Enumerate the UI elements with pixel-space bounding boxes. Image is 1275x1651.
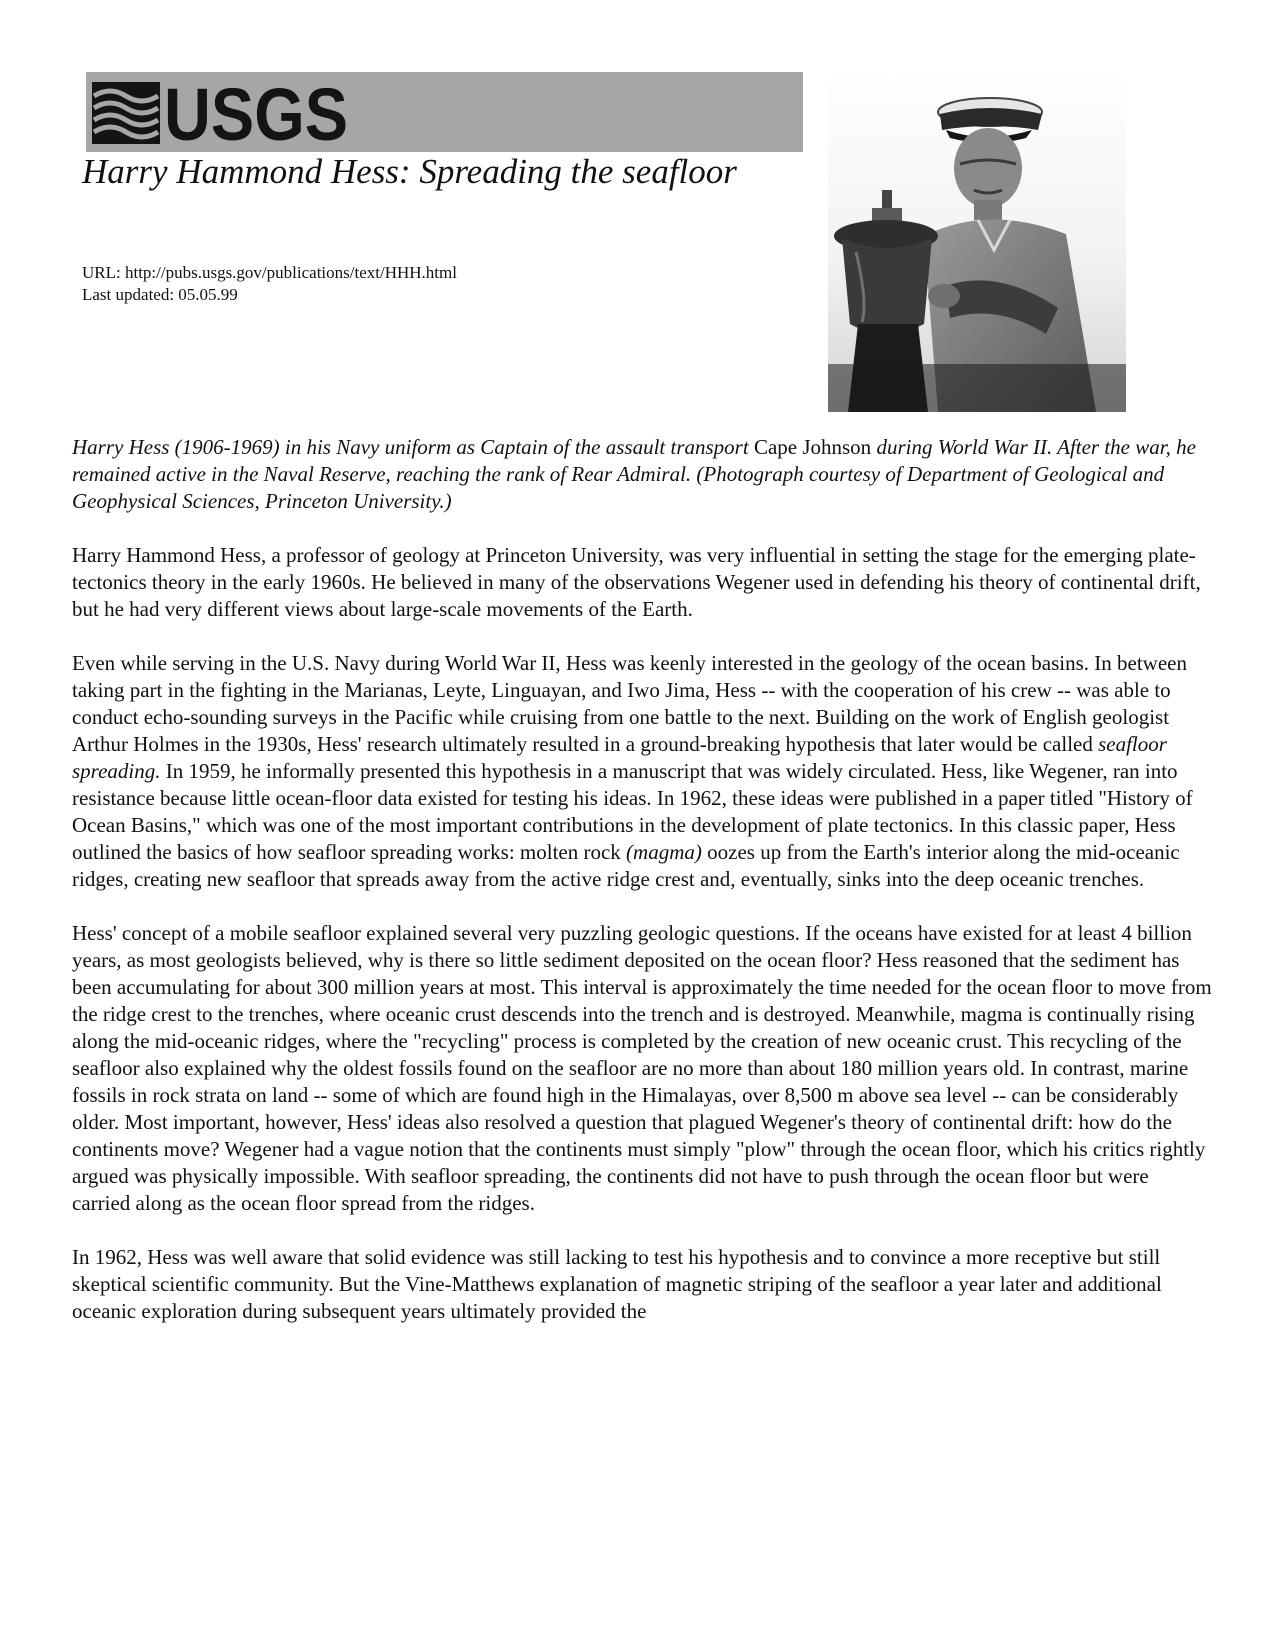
- usgs-logo-text: USGS: [164, 73, 348, 156]
- paragraph-2: [72, 650, 1212, 893]
- caption-text-part1: Harry Hess (1906-1969) in his Navy uniform as Captain of the assault transport: [72, 435, 754, 459]
- paragraph-1: Harry Hammond Hess, a professor of geology at Princeton University, was very influential in setting the stage for the emerging plate-tectonics theory in the early 1960s. He believed in many of the observations Wegener used in defending his theory of continental drift, but he had very different views about large-scale movements of the Earth.: [72, 543, 1201, 621]
- caption-text-part2: during World War II. After the war, he remained active in the Naval Reserve, reaching the rank of Rear Admiral. (Photograph courtesy of Department of Geological and Geophysical Sciences, Princeton University.): [72, 435, 1196, 513]
- paragraph-2-text-b: In 1959, he informally presented this hypothesis in a manuscript that was widely circulated. Hess, like Wegener, ran into resistance because little ocean-floor data existed for testing his ideas. In 1962, these ideas were published in a paper titled "History of Ocean Basins," which was one of the most important contributions in the development of plate tectonics. In this classic paper, Hess outlined the basics of how seafloor spreading works: molten rock: [72, 759, 1193, 864]
- paragraph-2-text-a: Even while serving in the U.S. Navy during World War II, Hess was keenly interested in the geology of the ocean basins. In between taking part in the fighting in the Marianas, Leyte, Linguayan, and Iwo Jima, Hess -- with the cooperation of his crew -- was able to conduct echo-sounding surveys in the Pacific while cruising from one battle to the next. Building on the work of English geologist Arthur Holmes in the 1930s, Hess' research ultimately resulted in a ground-breaking hypothesis that later would be called: [72, 651, 1187, 756]
- term-magma: (magma): [626, 840, 702, 864]
- paragraph-4: In 1962, Hess was well aware that solid evidence was still lacking to test his hypothesis and to convince a more receptive but still skeptical scientific community. But the Vine-Matthews explanation of magnetic striping of the seafloor a year later and additional oceanic exploration during subsequent years ultimately provided the: [72, 1245, 1162, 1323]
- paragraph-3: Hess' concept of a mobile seafloor explained several very puzzling geologic questions. If the oceans have existed for at least 4 billion years, as most geologists believed, why is there so little sediment deposited on the ocean floor? Hess reasoned that the sediment has been accumulating for about 300 million years at most. This interval is approximately the time needed for the ocean floor to move from the ridge crest to the trenches, where oceanic crust descends into the trench and is destroyed. Meanwhile, magma is continually rising along the mid-oceanic ridges, where the "recycling" process is completed by the creation of new oceanic crust. This recycling of the seafloor also explained why the oldest fossils found on the seafloor are no more than about 180 million years old. In contrast, marine fossils in rock strata on land -- some of which are found high in the Himalayas, over 8,500 m above sea level -- can be considerably older. Most important, however, Hess' ideas also resolved a question that plagued Wegener's theory of continental drift: how do the continents move? Wegener had a vague notion that the continents must simply "plow" through the ocean floor, which his critics rightly argued was physically impossible. With seafloor spreading, the continents did not have to push through the ocean floor but were carried along as the ocean floor spread from the ridges.: [72, 921, 1212, 1215]
- usgs-header-bar: [86, 72, 803, 156]
- last-updated-line: Last updated: 05.05.99: [82, 285, 238, 304]
- usgs-wave-mark-icon: [92, 82, 160, 144]
- caption-ship-name: Cape Johnson: [753, 435, 872, 459]
- page-meta: [82, 262, 457, 306]
- article-body: [72, 434, 1212, 1352]
- photo-caption: [72, 434, 1212, 515]
- usgs-logo: [92, 73, 352, 156]
- paragraph-2-text-c: oozes up from the Earth's interior along the mid-oceanic ridges, creating new seafloor that spreads away from the active ridge crest and, eventually, sinks into the deep oceanic trenches.: [72, 840, 1180, 891]
- term-seafloor-spreading: seafloor spreading.: [72, 732, 1167, 783]
- url-line: URL: http://pubs.usgs.gov/publications/text/HHH.html: [82, 263, 457, 282]
- page-title: Harry Hammond Hess: Spreading the seafloor: [82, 152, 737, 191]
- harry-hess-portrait: [828, 72, 1126, 412]
